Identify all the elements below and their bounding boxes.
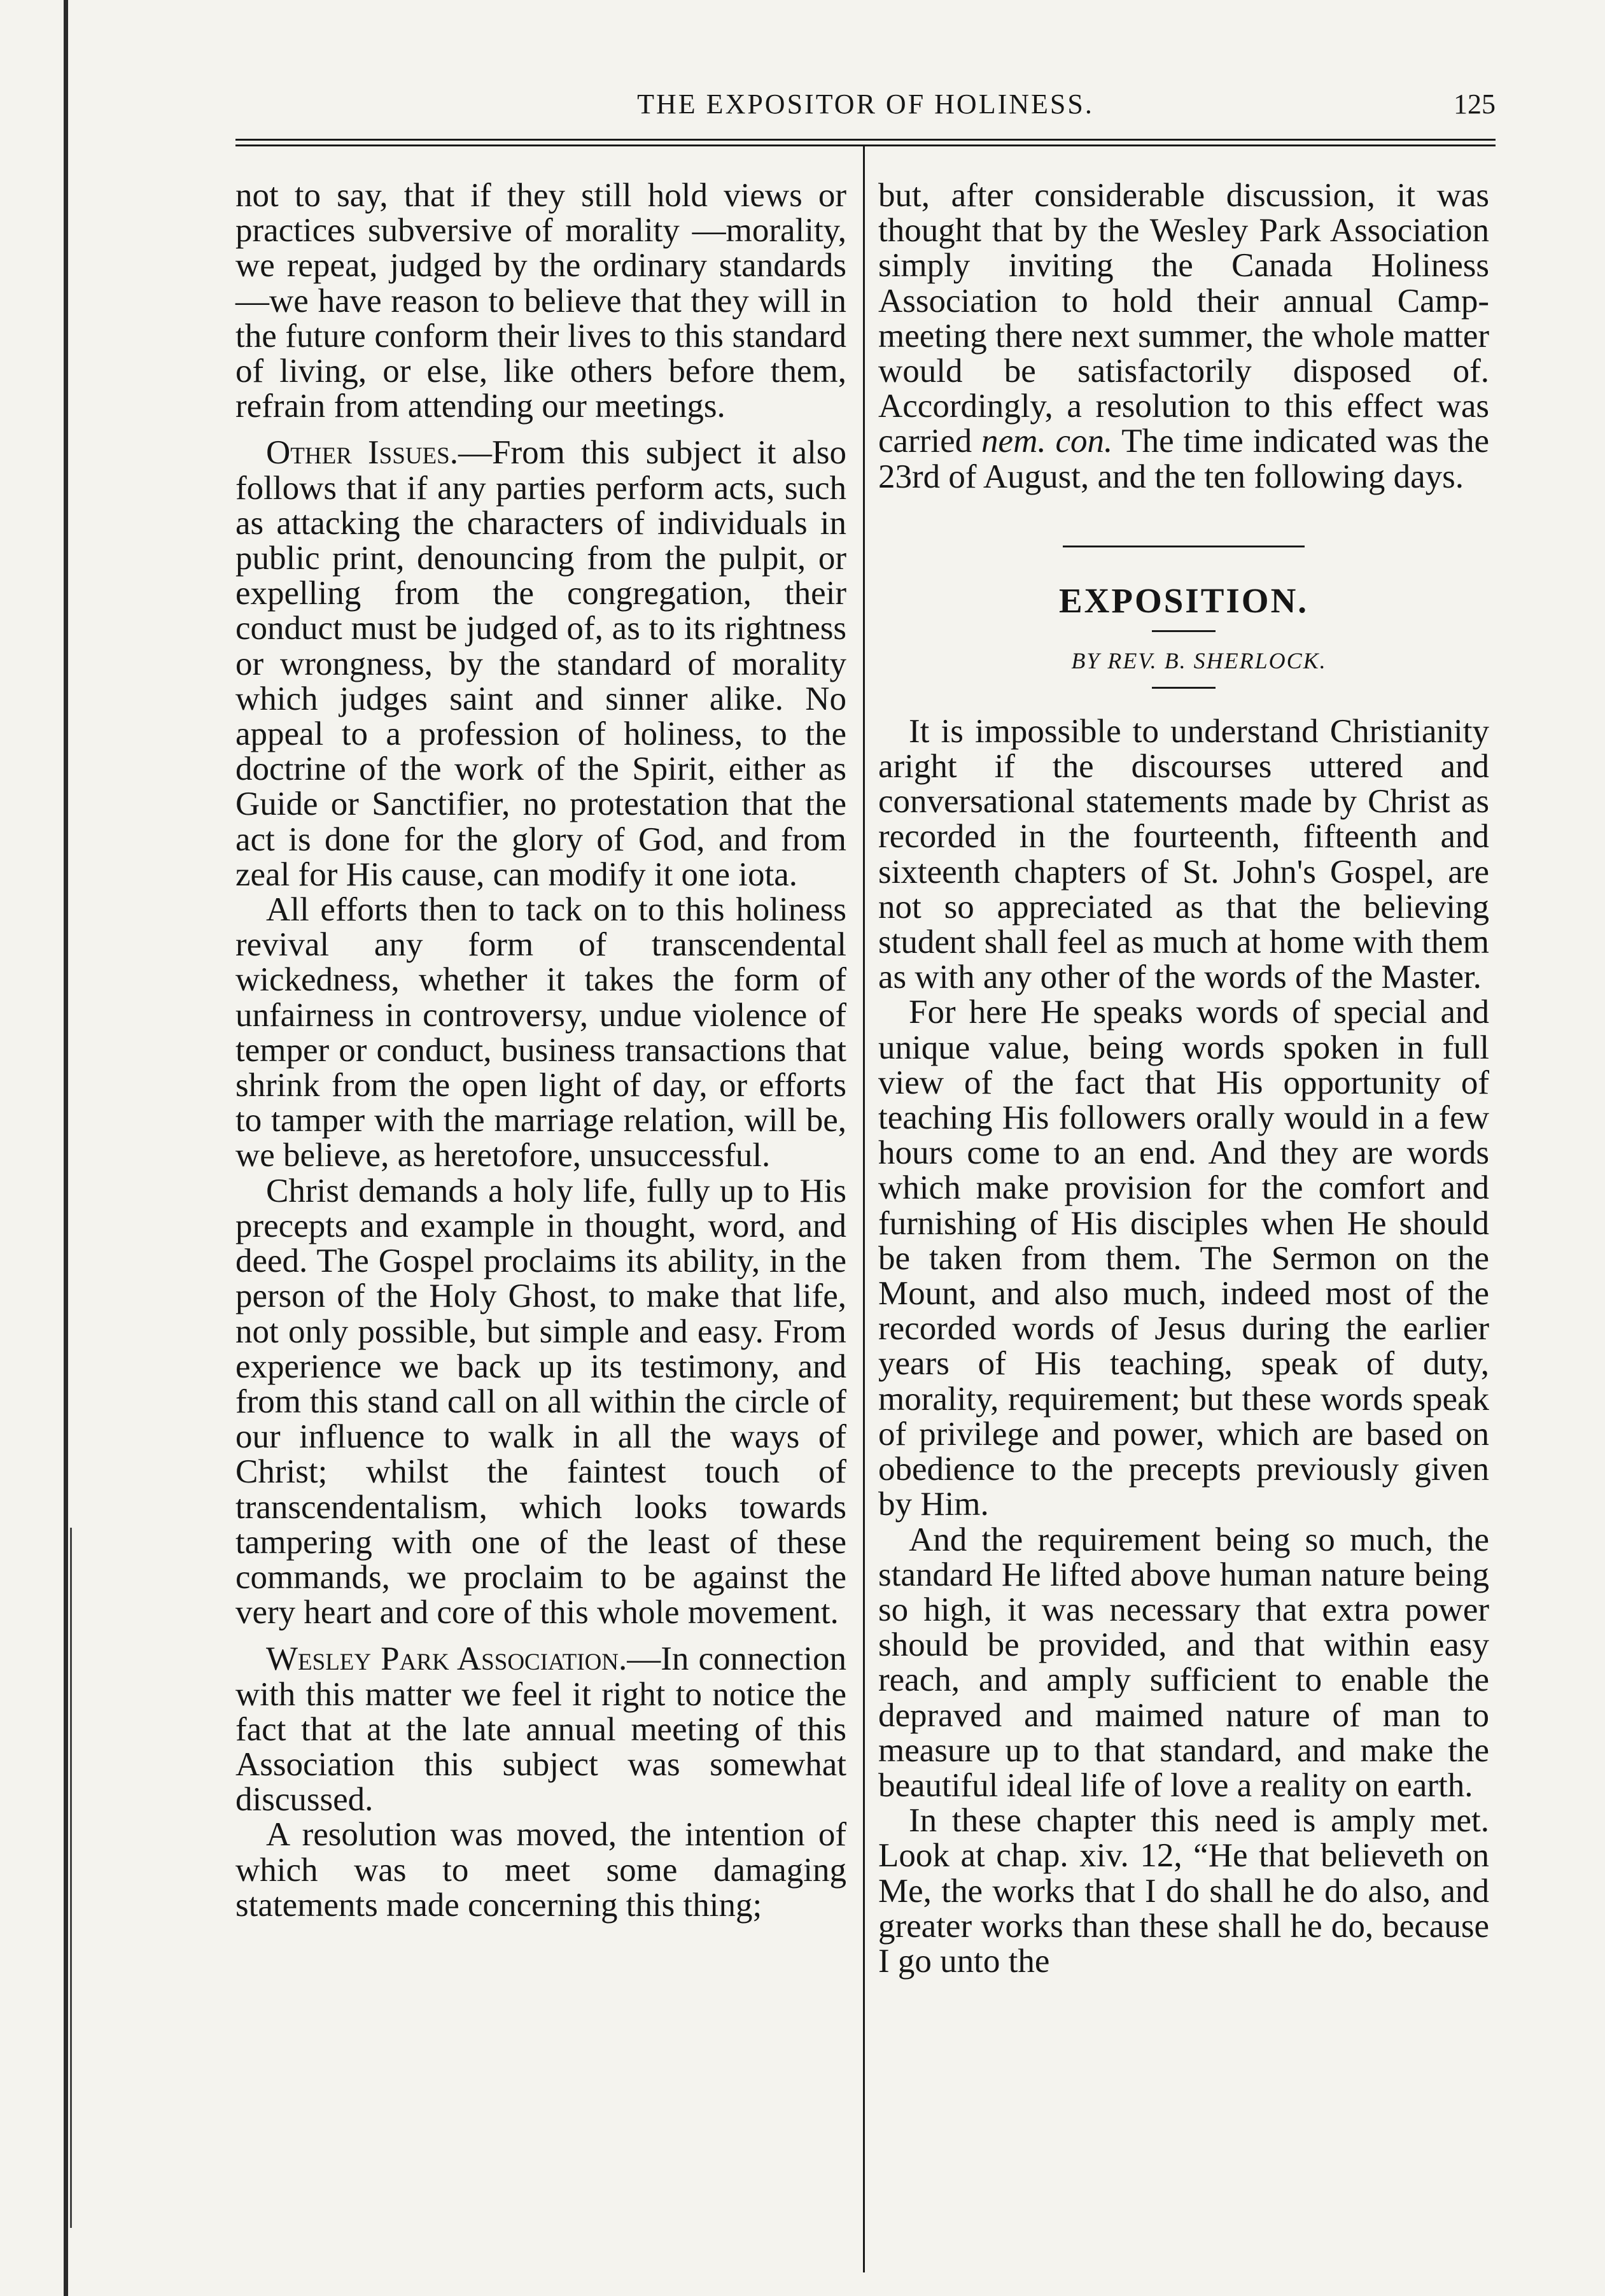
right-paragraph-3: For here He speaks words of special and unique value, being words spoken in full view of the fact that His opportunity of teaching His followers orally would in a few hours come to an end. And they are words which make provision for the comfort and furnishing of His disciples when He should be taken from them. The Sermon on the Mount, and also much, indeed most of the recorded words of Jesus during the earlier years of His teaching, speak of duty, morality, requirement; but these words speak of privilege and power, which are based on obedience to the precepts previously given by Him.: [878, 994, 1489, 1523]
running-title: THE EXPOSITOR OF HOLINESS.: [637, 88, 1094, 120]
left-paragraph-4: Christ demands a holy life, fully up to His precepts and example in thought, word, and deed. The Gospel proclaims its ability, in the person of the Holy Ghost, to make that life, not only possible, but simple and easy. From experience we back up its testimony, and from this stand call on all within the circle of our influence to walk in all the ways of Christ; whilst the faintest touch of transcendentalism, which looks towards tampering with one of the least of these commands, we proclaim to be against the very heart and core of this whole movement.: [235, 1172, 846, 1631]
left-column: [235, 178, 846, 1923]
article-byline: BY REV. B. SHERLOCK.: [1071, 647, 1327, 673]
right-p1-latin: nem. con.: [981, 423, 1113, 460]
right-column: [878, 178, 1489, 1979]
running-header: [235, 88, 1496, 132]
right-paragraph-1: [878, 178, 1489, 495]
right-paragraph-2: It is impossible to understand Christianity aright if the discourses uttered and conversational statements made by Christ as recorded in the fourteenth, fifteenth and sixteenth chapters of St. John's Gospel, are not so appreciated as that the believing student shall feel as much at home with them as with any other of the words of the Master.: [878, 712, 1489, 996]
section-head-other-issues: Other Issues.: [266, 434, 458, 472]
header-rule-top: [235, 139, 1496, 141]
page-edge-shadow-lower: [70, 1528, 72, 2228]
section-head-wesley-park: Wesley Park Association.: [266, 1640, 627, 1678]
article-title: EXPOSITION.: [1058, 581, 1309, 620]
page-number: 125: [1454, 88, 1496, 120]
column-divider: [863, 146, 865, 2272]
page-edge-shadow: [64, 0, 68, 2296]
header-rule-bottom: [235, 144, 1496, 146]
wesley-park-text: —In connection with this matter we feel it right to notice the fact that at the late annual meeting of this Association this subject was somewhat discussed.: [235, 1640, 846, 1819]
left-paragraph-wesley-park: [235, 1642, 846, 1817]
other-issues-text: —From this subject it also follows that if any parties perform acts, such as attacking the characters of individuals in public print, denouncing from the pulpit, or expelling from the congregation, their conduct must be judged of, as to its rightness or wrongness, by the standard of morality which judges saint and sinner alike. No appeal to a profession of holiness, to the doctrine of the work of the Spirit, either as Guide or Sanctifier, no protestation that the act is done for the glory of God, and from zeal for His cause, can modify it one iota.: [235, 434, 846, 893]
left-paragraph-1: not to say, that if they still hold views or practices subversive of morality —morality, we repeat, judged by the ordinary standards—we have reason to believe that they will in the future conform their lives to this standard of living, or else, like others before them, refrain from attending our meetings.: [235, 177, 846, 425]
right-paragraph-5: In these chapter this need is amply met. Look at chap. xiv. 12, “He that believeth on Me, the works that I do shall he do also, and greater works than these shall he do, because I go unto the: [878, 1802, 1489, 1980]
left-paragraph-3: All efforts then to tack on to this holiness revival any form of transcendental wickedness, whether it takes the form of unfairness in controversy, undue violence of temper or conduct, business transactions that shrink from the open light of day, or efforts to tamper with the marriage relation, will be, we believe, as heretofore, unsuccessful.: [235, 891, 846, 1174]
article-separator: [1063, 546, 1305, 547]
right-p1-part-b: The time indicated was the 23rd of August, and the ten following days.: [878, 423, 1490, 495]
right-p1-part-a: but, after considerable discussion, it was thought that by the Wesley Park Association simply inviting the Canada Holiness Association to hold their annual Camp-meeting there next summer, the whole matter would be satisfactorily disposed of. Accordingly, a resolution to this effect was carried: [878, 177, 1489, 460]
left-paragraph-6: A resolution was moved, the intention of which was to meet some damaging statements made concerning this thing;: [235, 1816, 846, 1924]
byline-short-rule: [1152, 687, 1216, 689]
left-paragraph-other-issues: [235, 435, 846, 892]
title-short-rule: [1152, 630, 1216, 632]
right-paragraph-4: And the requirement being so much, the standard He lifted above human nature being so high, it was necessary that extra power should be provided, and that within easy reach, and amply sufficient to enable the depraved and maimed nature of man to measure up to that standard, and make the beautiful ideal life of love a reality on earth.: [878, 1521, 1489, 1804]
